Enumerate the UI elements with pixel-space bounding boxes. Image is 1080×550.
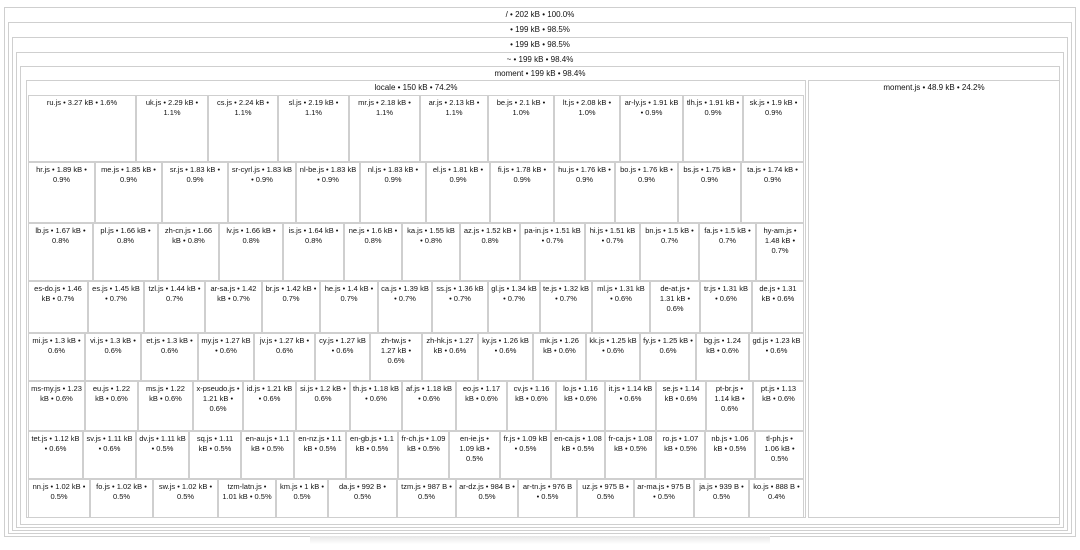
locale-file-cell[interactable]: is.js • 1.64 kB • 0.8%	[283, 223, 344, 281]
locale-file-cell[interactable]: ar-sa.js • 1.42 kB • 0.7%	[205, 281, 262, 333]
locale-file-cell[interactable]: uk.js • 2.29 kB • 1.1%	[136, 95, 208, 162]
locale-file-cell[interactable]: lo.js • 1.16 kB • 0.6%	[556, 381, 605, 431]
frame-locale-label: locale • 150 kB • 74.2%	[374, 83, 458, 92]
locale-file-cell[interactable]: sk.js • 1.9 kB • 0.9%	[743, 95, 804, 162]
locale-file-cell[interactable]: eu.js • 1.22 kB • 0.6%	[85, 381, 138, 431]
locale-file-cell[interactable]: cs.js • 2.24 kB • 1.1%	[208, 95, 278, 162]
locale-file-cell[interactable]: ja.js • 939 B • 0.5%	[694, 479, 749, 518]
locale-file-cell[interactable]: zh-hk.js • 1.27 kB • 0.6%	[422, 333, 478, 381]
locale-file-cell[interactable]: ms.js • 1.22 kB • 0.6%	[138, 381, 193, 431]
locale-file-cell[interactable]: fa.js • 1.5 kB • 0.7%	[699, 223, 756, 281]
locale-file-cell[interactable]: se.js • 1.14 kB • 0.6%	[656, 381, 706, 431]
locale-file-cell[interactable]: pt-br.js • 1.14 kB • 0.6%	[706, 381, 753, 431]
frame-home-label: ~ • 199 kB • 98.4%	[506, 55, 574, 64]
locale-file-cell[interactable]: br.js • 1.42 kB • 0.7%	[262, 281, 320, 333]
locale-file-cell[interactable]: pt.js • 1.13 kB • 0.6%	[753, 381, 804, 431]
locale-file-cell[interactable]: cv.js • 1.16 kB • 0.6%	[507, 381, 556, 431]
locale-file-cell[interactable]: gl.js • 1.34 kB • 0.7%	[488, 281, 540, 333]
locale-file-cell[interactable]: ro.js • 1.07 kB • 0.5%	[656, 431, 705, 479]
locale-file-cell[interactable]: en-ca.js • 1.08 kB • 0.5%	[551, 431, 605, 479]
locale-file-cell[interactable]: ar-dz.js • 984 B • 0.5%	[456, 479, 518, 518]
locale-file-cell[interactable]: en-au.js • 1.1 kB • 0.5%	[241, 431, 294, 479]
locale-file-cell[interactable]: mi.js • 1.3 kB • 0.6%	[28, 333, 85, 381]
locale-file-cell[interactable]: tzm-latn.js • 1.01 kB • 0.5%	[218, 479, 276, 518]
locale-file-cell[interactable]: hr.js • 1.89 kB • 0.9%	[28, 162, 95, 223]
locale-file-cell[interactable]: me.js • 1.85 kB • 0.9%	[95, 162, 162, 223]
locale-file-cell[interactable]: nl.js • 1.83 kB • 0.9%	[360, 162, 426, 223]
locale-file-cell[interactable]: mr.js • 2.18 kB • 1.1%	[349, 95, 420, 162]
locale-file-cell[interactable]: de.js • 1.31 kB • 0.6%	[752, 281, 804, 333]
locale-file-cell[interactable]: id.js • 1.21 kB • 0.6%	[243, 381, 296, 431]
locale-file-cell[interactable]: sr.js • 1.83 kB • 0.9%	[162, 162, 228, 223]
locale-file-cell[interactable]: si.js • 1.2 kB • 0.6%	[296, 381, 350, 431]
locale-file-cell[interactable]: hy-am.js • 1.48 kB • 0.7%	[756, 223, 804, 281]
locale-file-cell[interactable]: be.js • 2.1 kB • 1.0%	[488, 95, 554, 162]
locale-file-cell[interactable]: ar-tn.js • 976 B • 0.5%	[518, 479, 577, 518]
locale-file-cell[interactable]: bs.js • 1.75 kB • 0.9%	[678, 162, 741, 223]
locale-file-cell[interactable]: ru.js • 3.27 kB • 1.6%	[28, 95, 136, 162]
locale-file-cell[interactable]: ne.js • 1.6 kB • 0.8%	[344, 223, 402, 281]
locale-file-cell[interactable]: tr.js • 1.31 kB • 0.6%	[700, 281, 752, 333]
locale-file-cell[interactable]: fi.js • 1.78 kB • 0.9%	[490, 162, 554, 223]
locale-file-cell[interactable]: zh-cn.js • 1.66 kB • 0.8%	[158, 223, 219, 281]
locale-file-cell[interactable]: bn.js • 1.5 kB • 0.7%	[640, 223, 699, 281]
locale-file-cell[interactable]: tzl.js • 1.44 kB • 0.7%	[144, 281, 205, 333]
locale-file-cell[interactable]: fy.js • 1.25 kB • 0.6%	[640, 333, 696, 381]
locale-file-cell[interactable]: ar-ly.js • 1.91 kB • 0.9%	[620, 95, 683, 162]
locale-file-cell[interactable]: sw.js • 1.02 kB • 0.5%	[153, 479, 218, 518]
locale-file-cell[interactable]: tet.js • 1.12 kB • 0.6%	[28, 431, 83, 479]
locale-file-cell[interactable]: fo.js • 1.02 kB • 0.5%	[90, 479, 153, 518]
locale-file-cell[interactable]: tzm.js • 987 B • 0.5%	[397, 479, 456, 518]
locale-file-cell[interactable]: uz.js • 975 B • 0.5%	[577, 479, 634, 518]
locale-file-cell[interactable]: dv.js • 1.11 kB • 0.5%	[136, 431, 189, 479]
frame-level-2-label: • 199 kB • 98.5%	[510, 40, 570, 49]
locale-file-cell[interactable]: hi.js • 1.51 kB • 0.7%	[585, 223, 640, 281]
locale-file-cell[interactable]: da.js • 992 B • 0.5%	[328, 479, 397, 518]
locale-file-cell[interactable]: lv.js • 1.66 kB • 0.8%	[219, 223, 283, 281]
locale-file-cell[interactable]: sq.js • 1.11 kB • 0.5%	[189, 431, 241, 479]
locale-file-cell[interactable]: gd.js • 1.23 kB • 0.6%	[749, 333, 804, 381]
locale-file-cell[interactable]: nb.js • 1.06 kB • 0.5%	[705, 431, 755, 479]
locale-file-cell[interactable]: ta.js • 1.74 kB • 0.9%	[741, 162, 804, 223]
locale-file-cell[interactable]: ka.js • 1.55 kB • 0.8%	[402, 223, 460, 281]
locale-file-cell[interactable]: en-ie.js • 1.09 kB • 0.5%	[449, 431, 500, 479]
locale-file-cell[interactable]: he.js • 1.4 kB • 0.7%	[320, 281, 378, 333]
locale-file-cell[interactable]: x-pseudo.js • 1.21 kB • 0.6%	[193, 381, 243, 431]
locale-file-cell[interactable]: pa-in.js • 1.51 kB • 0.7%	[520, 223, 585, 281]
frame-moment-label: moment • 199 kB • 98.4%	[494, 69, 586, 78]
moment-js-file[interactable]	[808, 80, 1060, 518]
locale-file-cell[interactable]: cy.js • 1.27 kB • 0.6%	[315, 333, 370, 381]
locale-file-cell[interactable]: nn.js • 1.02 kB • 0.5%	[28, 479, 90, 518]
locale-file-cell[interactable]: ko.js • 888 B • 0.4%	[749, 479, 804, 518]
locale-file-cell[interactable]: es.js • 1.45 kB • 0.7%	[88, 281, 144, 333]
locale-file-cell[interactable]: ml.js • 1.31 kB • 0.6%	[592, 281, 650, 333]
locale-file-cell[interactable]: tlh.js • 1.91 kB • 0.9%	[683, 95, 743, 162]
locale-file-cell[interactable]: fr-ch.js • 1.09 kB • 0.5%	[398, 431, 449, 479]
locale-file-cell[interactable]: et.js • 1.3 kB • 0.6%	[141, 333, 198, 381]
locale-file-cell[interactable]: my.js • 1.27 kB • 0.6%	[198, 333, 254, 381]
moment-js-label: moment.js • 48.9 kB • 24.2%	[883, 83, 985, 92]
locale-file-cell[interactable]: kk.js • 1.25 kB • 0.6%	[586, 333, 640, 381]
locale-file-cell[interactable]: nl-be.js • 1.83 kB • 0.9%	[296, 162, 360, 223]
locale-file-cell[interactable]: ar-ma.js • 975 B • 0.5%	[634, 479, 694, 518]
locale-file-cell[interactable]: ca.js • 1.39 kB • 0.7%	[378, 281, 432, 333]
locale-file-cell[interactable]: af.js • 1.18 kB • 0.6%	[402, 381, 456, 431]
locale-file-cell[interactable]: vi.js • 1.3 kB • 0.6%	[85, 333, 141, 381]
locale-file-cell[interactable]: bo.js • 1.76 kB • 0.9%	[615, 162, 678, 223]
locale-file-cell[interactable]: pl.js • 1.66 kB • 0.8%	[93, 223, 158, 281]
locale-file-cell[interactable]: ms-my.js • 1.23 kB • 0.6%	[28, 381, 85, 431]
locale-file-cell[interactable]: el.js • 1.81 kB • 0.9%	[426, 162, 490, 223]
locale-file-cell[interactable]: tl-ph.js • 1.06 kB • 0.5%	[755, 431, 804, 479]
locale-file-cell[interactable]: ss.js • 1.36 kB • 0.7%	[432, 281, 488, 333]
locale-file-cell[interactable]: eo.js • 1.17 kB • 0.6%	[456, 381, 507, 431]
locale-file-cell[interactable]: hu.js • 1.76 kB • 0.9%	[554, 162, 615, 223]
locale-file-cell[interactable]: zh-tw.js • 1.27 kB • 0.6%	[370, 333, 422, 381]
locale-file-cell[interactable]: lt.js • 2.08 kB • 1.0%	[554, 95, 620, 162]
locale-file-cell[interactable]: km.js • 1 kB • 0.5%	[276, 479, 328, 518]
frame-level-1-label: • 199 kB • 98.5%	[510, 25, 570, 34]
locale-file-cell[interactable]: mk.js • 1.26 kB • 0.6%	[533, 333, 586, 381]
locale-file-cell[interactable]: sr-cyrl.js • 1.83 kB • 0.9%	[228, 162, 296, 223]
locale-file-cell[interactable]: en-gb.js • 1.1 kB • 0.5%	[346, 431, 398, 479]
locale-file-cell[interactable]: th.js • 1.18 kB • 0.6%	[350, 381, 402, 431]
locale-file-cell[interactable]: es-do.js • 1.46 kB • 0.7%	[28, 281, 88, 333]
locale-file-cell[interactable]: sl.js • 2.19 kB • 1.1%	[278, 95, 349, 162]
locale-file-cell[interactable]: fr.js • 1.09 kB • 0.5%	[500, 431, 551, 479]
locale-file-cell[interactable]: en-nz.js • 1.1 kB • 0.5%	[294, 431, 346, 479]
locale-file-cell[interactable]: fr-ca.js • 1.08 kB • 0.5%	[605, 431, 656, 479]
frame-root-label: / • 202 kB • 100.0%	[505, 10, 575, 19]
locale-file-cell[interactable]: te.js • 1.32 kB • 0.7%	[540, 281, 592, 333]
locale-file-cell[interactable]: bg.js • 1.24 kB • 0.6%	[696, 333, 749, 381]
locale-file-cell[interactable]: ar.js • 2.13 kB • 1.1%	[420, 95, 488, 162]
locale-file-cell[interactable]: de-at.js • 1.31 kB • 0.6%	[650, 281, 700, 333]
locale-file-cell[interactable]: it.js • 1.14 kB • 0.6%	[605, 381, 656, 431]
locale-file-cell[interactable]: lb.js • 1.67 kB • 0.8%	[28, 223, 93, 281]
locale-file-cell[interactable]: sv.js • 1.11 kB • 0.6%	[83, 431, 136, 479]
locale-file-cell[interactable]: az.js • 1.52 kB • 0.8%	[460, 223, 520, 281]
locale-file-cell[interactable]: ky.js • 1.26 kB • 0.6%	[478, 333, 533, 381]
locale-file-cell[interactable]: jv.js • 1.27 kB • 0.6%	[254, 333, 315, 381]
scroll-shadow	[310, 536, 770, 544]
